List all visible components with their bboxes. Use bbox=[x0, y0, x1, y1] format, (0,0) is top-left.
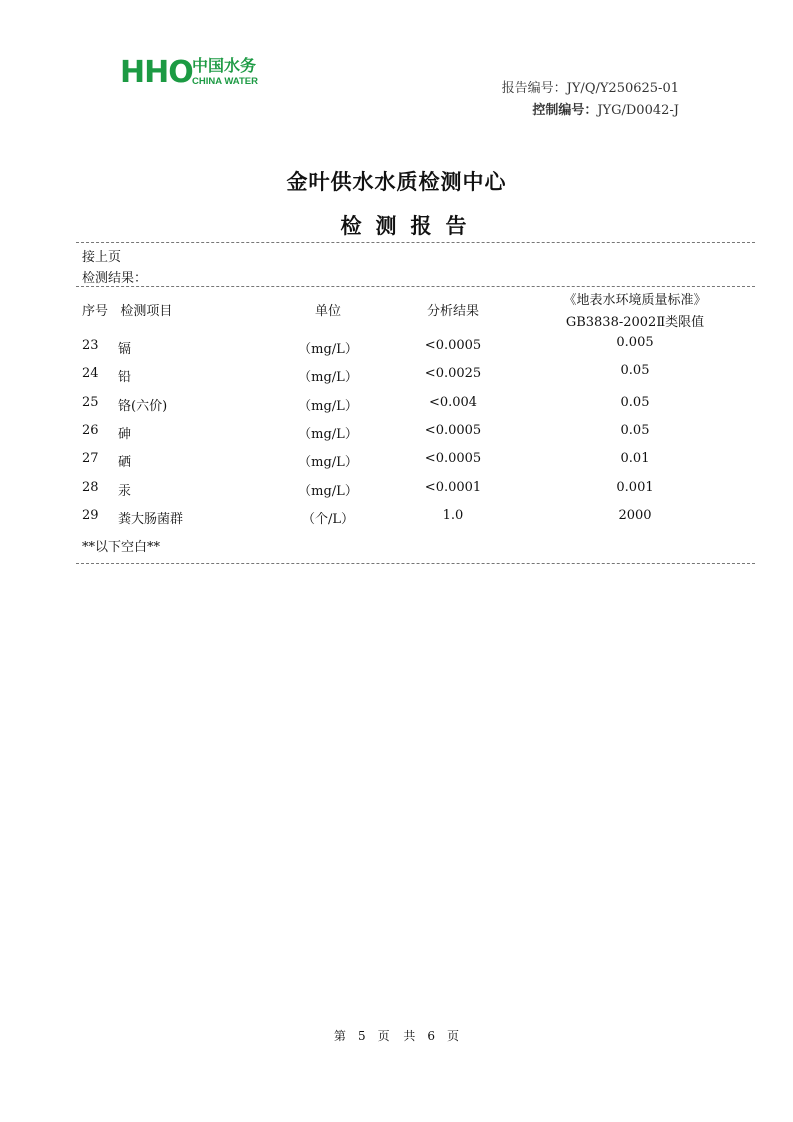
china-water-logo bbox=[120, 56, 270, 92]
row-unit: （mg/L） bbox=[298, 427, 358, 442]
results-label: 检测结果： bbox=[82, 271, 148, 286]
row-unit: （mg/L） bbox=[298, 455, 358, 470]
row-limit: 0.001 bbox=[616, 480, 654, 495]
report-number-label: 报告编号： bbox=[501, 81, 567, 96]
bottom-divider bbox=[76, 563, 755, 564]
continued-note: 接上页 bbox=[82, 250, 122, 265]
row-unit: （mg/L） bbox=[298, 370, 358, 385]
row-item: 粪大肠菌群 bbox=[118, 512, 184, 527]
row-no: 27 bbox=[82, 451, 99, 466]
row-result: <0.0025 bbox=[424, 366, 482, 381]
top-divider bbox=[76, 242, 755, 243]
row-unit: （mg/L） bbox=[298, 484, 358, 499]
row-result: 1.0 bbox=[442, 508, 464, 523]
blank-below-note: **以下空白** bbox=[82, 540, 161, 555]
row-limit: 0.05 bbox=[620, 395, 650, 410]
page-footer bbox=[0, 1027, 793, 1044]
footer-suffix: 页 bbox=[447, 1029, 460, 1043]
row-item: 砷 bbox=[118, 427, 132, 442]
footer-mid: 页 共 bbox=[377, 1029, 416, 1043]
logo-mark: HHO bbox=[120, 55, 193, 90]
row-item: 硒 bbox=[118, 455, 132, 470]
row-limit: 2000 bbox=[618, 508, 652, 523]
row-limit: 0.005 bbox=[616, 335, 654, 350]
row-limit: 0.05 bbox=[620, 423, 650, 438]
document-subtitle: 检测报告 bbox=[340, 214, 481, 238]
row-result: <0.004 bbox=[428, 395, 478, 410]
row-unit: （个/L） bbox=[301, 512, 354, 527]
footer-page-number: 5 bbox=[357, 1029, 366, 1043]
row-unit: （mg/L） bbox=[298, 399, 358, 414]
document-title: 金叶供水水质检测中心 bbox=[286, 170, 507, 194]
header-result: 分析结果 bbox=[426, 304, 479, 319]
row-no: 25 bbox=[82, 395, 99, 410]
row-item: 铬(六价) bbox=[118, 399, 168, 414]
header-unit: 单位 bbox=[314, 304, 341, 319]
row-no: 28 bbox=[82, 480, 99, 495]
footer-prefix: 第 bbox=[333, 1029, 346, 1043]
row-limit: 0.05 bbox=[620, 363, 650, 378]
header-standard-line1: 《地表水环境质量标准》 bbox=[563, 293, 707, 308]
row-no: 26 bbox=[82, 423, 99, 438]
control-number bbox=[532, 99, 679, 118]
row-result: <0.0005 bbox=[424, 338, 482, 353]
row-result: <0.0005 bbox=[424, 451, 482, 466]
row-no: 29 bbox=[82, 508, 99, 523]
row-unit: （mg/L） bbox=[298, 342, 358, 357]
header-no-item: 序号 检测项目 bbox=[82, 304, 173, 319]
row-result: <0.0005 bbox=[424, 423, 482, 438]
row-item: 铅 bbox=[118, 370, 132, 385]
logo-english-text: CHINA WATER bbox=[192, 76, 258, 87]
report-number-value: JY/Q/Y250625-01 bbox=[566, 81, 679, 96]
row-no: 24 bbox=[82, 366, 99, 381]
row-item: 镉 bbox=[118, 342, 132, 357]
footer-total-pages: 6 bbox=[427, 1029, 436, 1043]
header-divider bbox=[76, 286, 755, 287]
report-number bbox=[502, 77, 679, 96]
header-standard-line2: GB3838-2002Ⅱ类限值 bbox=[565, 315, 705, 330]
row-item: 汞 bbox=[118, 484, 132, 499]
row-no: 23 bbox=[82, 338, 99, 353]
row-limit: 0.01 bbox=[620, 451, 650, 466]
control-number-label: 控制编号： bbox=[532, 103, 598, 118]
control-number-value: JYG/D0042-J bbox=[597, 103, 679, 118]
row-result: <0.0001 bbox=[424, 480, 482, 495]
logo-chinese-text: 中国水务 bbox=[192, 56, 257, 75]
